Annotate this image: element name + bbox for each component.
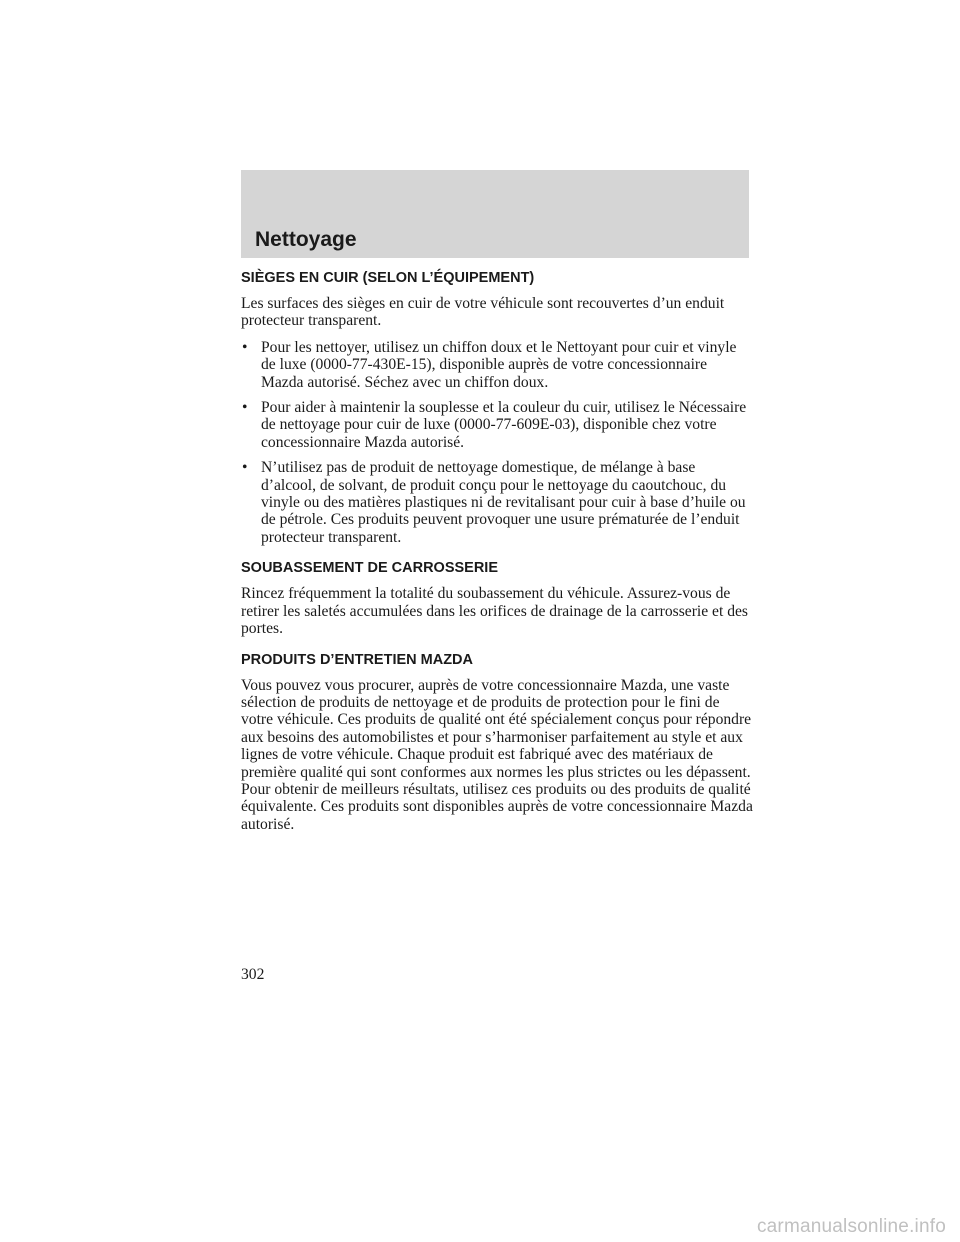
- bullet-icon: •: [242, 338, 248, 356]
- bullet-icon: •: [242, 459, 248, 477]
- list-item: [241, 339, 753, 391]
- list-item-text: Pour aider à maintenir la souplesse et la couleur du cuir, utilisez le Nécessaire de nettoyage pour cuir de luxe (0000-77-609E-03), disponible chez votre concessionnaire Mazda autorisé.: [261, 399, 747, 451]
- list-item: [241, 399, 753, 451]
- section-heading: SIÈGES EN CUIR (SELON L’ÉQUIPEMENT): [241, 270, 535, 286]
- section-leather-seats: [241, 268, 753, 546]
- section-heading: SOUBASSEMENT DE CARROSSERIE: [241, 560, 499, 577]
- list-item: [241, 459, 753, 546]
- section-mazda-care-products: [241, 650, 753, 834]
- section-heading: PRODUITS D’ENTRETIEN MAZDA: [241, 651, 473, 668]
- section-body: Rincez fréquemment la totalité du soubassement du véhicule. Assurez-vous de retirer les saletés accumulées dans les orifices de drainage de la carrosserie et des portes.: [241, 585, 748, 638]
- watermark: carmanualsonline.info: [756, 1216, 946, 1237]
- section-intro: Les surfaces des sièges en cuir de votre véhicule sont recouvertes d’un enduit protecteur transparent.: [241, 295, 725, 330]
- bullet-icon: •: [242, 399, 248, 417]
- page-content: [241, 268, 753, 845]
- list-item-text: N’utilisez pas de produit de nettoyage domestique, de mélange à base d’alcool, de solvant, de produit conçu pour le nettoyage du caoutchouc, du vinyle ou des matières plastiques ni de revitalisant pour cuir à base d’huile ou de pétrole. Ces produits peuvent provoquer une usure prématurée de l’enduit protecteur transparent.: [261, 459, 746, 546]
- section-header-band: [241, 170, 749, 258]
- list-item-text: Pour les nettoyer, utilisez un chiffon doux et le Nettoyant pour cuir et vinyle de luxe (0000-77-430E-15), disponible auprès de votre concessionnaire Mazda autorisé. Séchez avec un chiffon doux.: [261, 338, 737, 391]
- bullet-list: [241, 339, 753, 546]
- section-body: Vous pouvez vous procurer, auprès de votre concessionnaire Mazda, une vaste sélection de produits de nettoyage et de produits de protection pour le fini de votre véhicule. Ces produits de qualité ont été spécialement conçus pour répondre aux besoins des automobilistes et pour s’harmoniser parfaitement au style et aux lignes de votre véhicule. Chaque produit est fabriqué avec des matériaux de première qualité qui sont conformes aux normes les plus strictes ou les dépassent. Pour obtenir de meilleurs résultats, utilisez ces produits ou des produits de qualité équivalente. Ces produits sont disponibles auprès de votre concessionnaire Mazda autorisé.: [241, 676, 753, 833]
- section-title: Nettoyage: [255, 228, 357, 251]
- page-number: 302: [241, 966, 265, 983]
- section-underbody: [241, 558, 753, 637]
